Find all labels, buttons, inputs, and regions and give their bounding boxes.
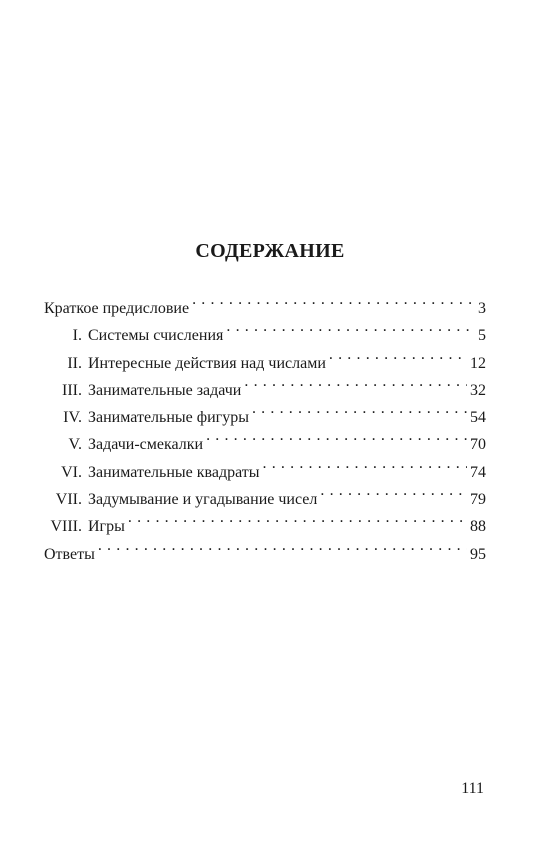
toc-entry-number: VII. <box>55 491 82 509</box>
toc-entry-label: Ответы <box>44 545 95 563</box>
toc-entry-page: 32 <box>470 381 486 399</box>
toc-entry-label: Задачи-смекалки <box>88 436 204 454</box>
toc-entry-number: I. <box>72 327 82 345</box>
dot-leader <box>252 395 467 422</box>
toc-entry-answers <box>44 532 486 563</box>
toc-entry-number: II. <box>67 354 82 372</box>
dot-leader <box>329 341 467 368</box>
toc-entry-number: III. <box>62 381 82 399</box>
dot-leader <box>192 286 475 313</box>
toc-entry-label: Задумывание и угадывание чисел <box>88 491 318 509</box>
toc-entry-number: VIII. <box>50 518 82 536</box>
toc-entry-preface <box>44 286 486 317</box>
toc-entry-label: Игры <box>88 518 125 536</box>
toc-entry-label: Занимательные задачи <box>88 381 242 399</box>
toc-entry-page: 12 <box>470 354 486 372</box>
toc-entry-page: 3 <box>478 300 486 317</box>
dot-leader <box>263 450 467 477</box>
toc-entry-page: 74 <box>470 463 486 481</box>
toc-entry-label: Занимательные квадраты <box>88 463 260 481</box>
dot-leader <box>226 313 475 340</box>
toc-entry-page: 70 <box>470 436 486 454</box>
toc-entry-number: IV. <box>63 409 82 427</box>
toc-entry-number: V. <box>68 436 82 454</box>
toc-entry-page: 5 <box>478 327 486 345</box>
toc-entry-page: 54 <box>470 409 486 427</box>
dot-leader <box>320 477 467 504</box>
toc-entry-page: 88 <box>470 518 486 536</box>
dot-leader <box>244 368 467 395</box>
dot-leader <box>128 504 467 531</box>
toc-heading: СОДЕРЖАНИЕ <box>195 240 345 262</box>
toc-entry-label: Интересные действия над числами <box>88 354 326 372</box>
toc-entry-label: Занимательные фигуры <box>88 409 249 427</box>
table-of-contents <box>44 286 486 563</box>
toc-entry-page: 79 <box>470 491 486 509</box>
toc-entry-label: Системы счисления <box>88 327 224 345</box>
toc-entry-number: VI. <box>61 463 82 481</box>
toc-entry-label: Краткое предисловие <box>44 300 190 317</box>
page-number: 111 <box>461 780 484 797</box>
dot-leader <box>98 532 467 559</box>
dot-leader <box>206 422 467 449</box>
toc-entry-page: 95 <box>470 545 486 563</box>
